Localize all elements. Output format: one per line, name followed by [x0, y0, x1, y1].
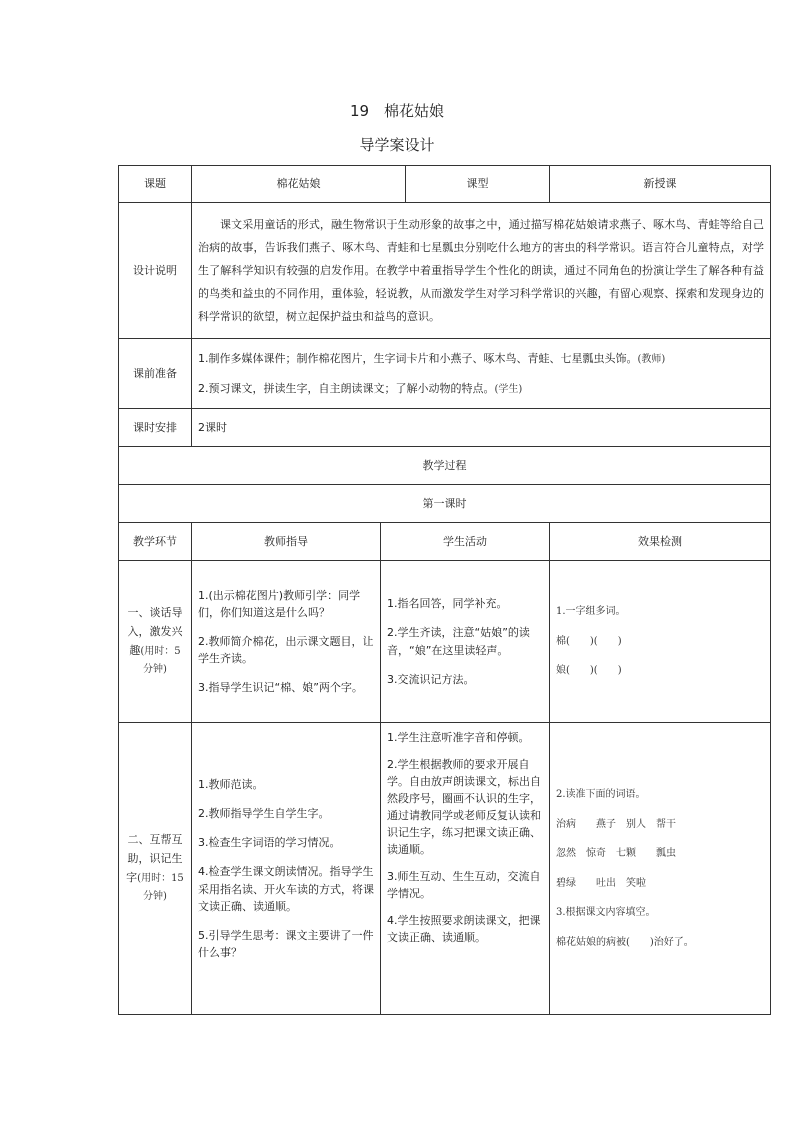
stage-cell: 二、互帮互助，识记生字(用时：15分钟) — [119, 723, 192, 1015]
column-header-row — [119, 523, 771, 561]
lesson1-row — [119, 485, 771, 523]
lesson-plan-table — [118, 165, 771, 1015]
process-row — [119, 447, 771, 485]
prep-row — [119, 339, 771, 409]
teacher-cell: 1.(出示棉花图片)教师引学：同学们，你们知道这是什么吗？ 2.教师简介棉花，出示课文题目，让学生齐读。 3.指导学生识记“棉、娘”两个字。 — [192, 561, 381, 723]
lesson1-label: 第一课时 — [119, 485, 771, 523]
stage-row-2 — [119, 723, 771, 1015]
topic-label: 课题 — [119, 166, 192, 203]
process-label: 教学过程 — [119, 447, 771, 485]
type-label: 课型 — [406, 166, 550, 203]
schedule-value: 2课时 — [192, 409, 771, 447]
header-row — [119, 166, 771, 203]
check-cell: 1.一字组多词。 棉( )( ) 娘( )( ) — [550, 561, 771, 723]
student-cell: 1.指名回答，同学补充。 2.学生齐读，注意“姑娘”的读音，“娘”在这里读轻声。 3.交流识记方法。 — [381, 561, 550, 723]
student-cell: 1.学生注意听准字音和停顿。 2.学生根据教师的要求开展自学。自由放声朗读课文，标出自然段序号，圈画不认识的生字，通过请教同学或老师反复认读和识记生字，练习把课文读正确、读通顺。 3.师生互动、生生互动，交流自学情况。 4.学生按照要求朗读课文，把课文读正确、读通顺。 — [381, 723, 550, 1015]
document-subtitle: 导学案设计 — [359, 136, 435, 154]
col-stage: 教学环节 — [119, 523, 192, 561]
prep-item: 2.预习课文，拼读生字，自主朗读课文；了解小动物的特点。(学生) — [198, 381, 523, 395]
prep-item: 1.制作多媒体课件；制作棉花图片，生字词卡片和小燕子、啄木鸟、青蛙、七星瓢虫头饰。(教师) — [198, 352, 666, 365]
design-row — [119, 203, 771, 339]
topic-value: 棉花姑娘 — [192, 166, 406, 203]
prep-content — [192, 339, 771, 409]
stage-cell: 一、谈话导入，激发兴趣(用时：5分钟) — [119, 561, 192, 723]
col-teacher: 教师指导 — [192, 523, 381, 561]
col-check: 效果检测 — [550, 523, 771, 561]
check-cell: 2.读准下面的词语。 治病 燕子 别人 帮干 忽然 惊奇 七颗 瓢虫 碧绿 吐出 笑啦 3.根据课文内容填空。 棉花姑娘的病被( )治好了。 — [550, 723, 771, 1015]
stage-row-1 — [119, 561, 771, 723]
prep-label: 课前准备 — [119, 339, 192, 409]
document-title: 19 棉花姑娘 — [349, 102, 445, 120]
design-label: 设计说明 — [119, 203, 192, 339]
schedule-row — [119, 409, 771, 447]
type-value: 新授课 — [550, 166, 771, 203]
schedule-label: 课时安排 — [119, 409, 192, 447]
col-student: 学生活动 — [381, 523, 550, 561]
design-text: 课文采用童话的形式，融生物常识于生动形象的故事之中，通过描写棉花姑娘请求燕子、啄木鸟、青蛙等给自己治病的故事，告诉我们燕子、啄木鸟、青蛙和七星瓢虫分别吃什么地方的害虫的科学常识。语言符合儿童特点，对学生了解科学知识有较强的启发作用。在教学中着重指导学生个性化的朗读，通过不同角色的扮演让学生了解各种有益的鸟类和益虫的不同作用，重体验，轻说教，从而激发学生对学习科学常识的兴趣，有留心观察、探索和发现身边的科学常识的欲望，树立起保护益虫和益鸟的意识。 — [192, 203, 771, 339]
teacher-cell: 1.教师范读。 2.教师指导学生自学生字。 3.检查生字词语的学习情况。 4.检查学生课文朗读情况。指导学生采用指名读、开火车读的方式，将课文读正确、读通顺。 5.引导学生思考：课文主要讲了一件什么事？ — [192, 723, 381, 1015]
